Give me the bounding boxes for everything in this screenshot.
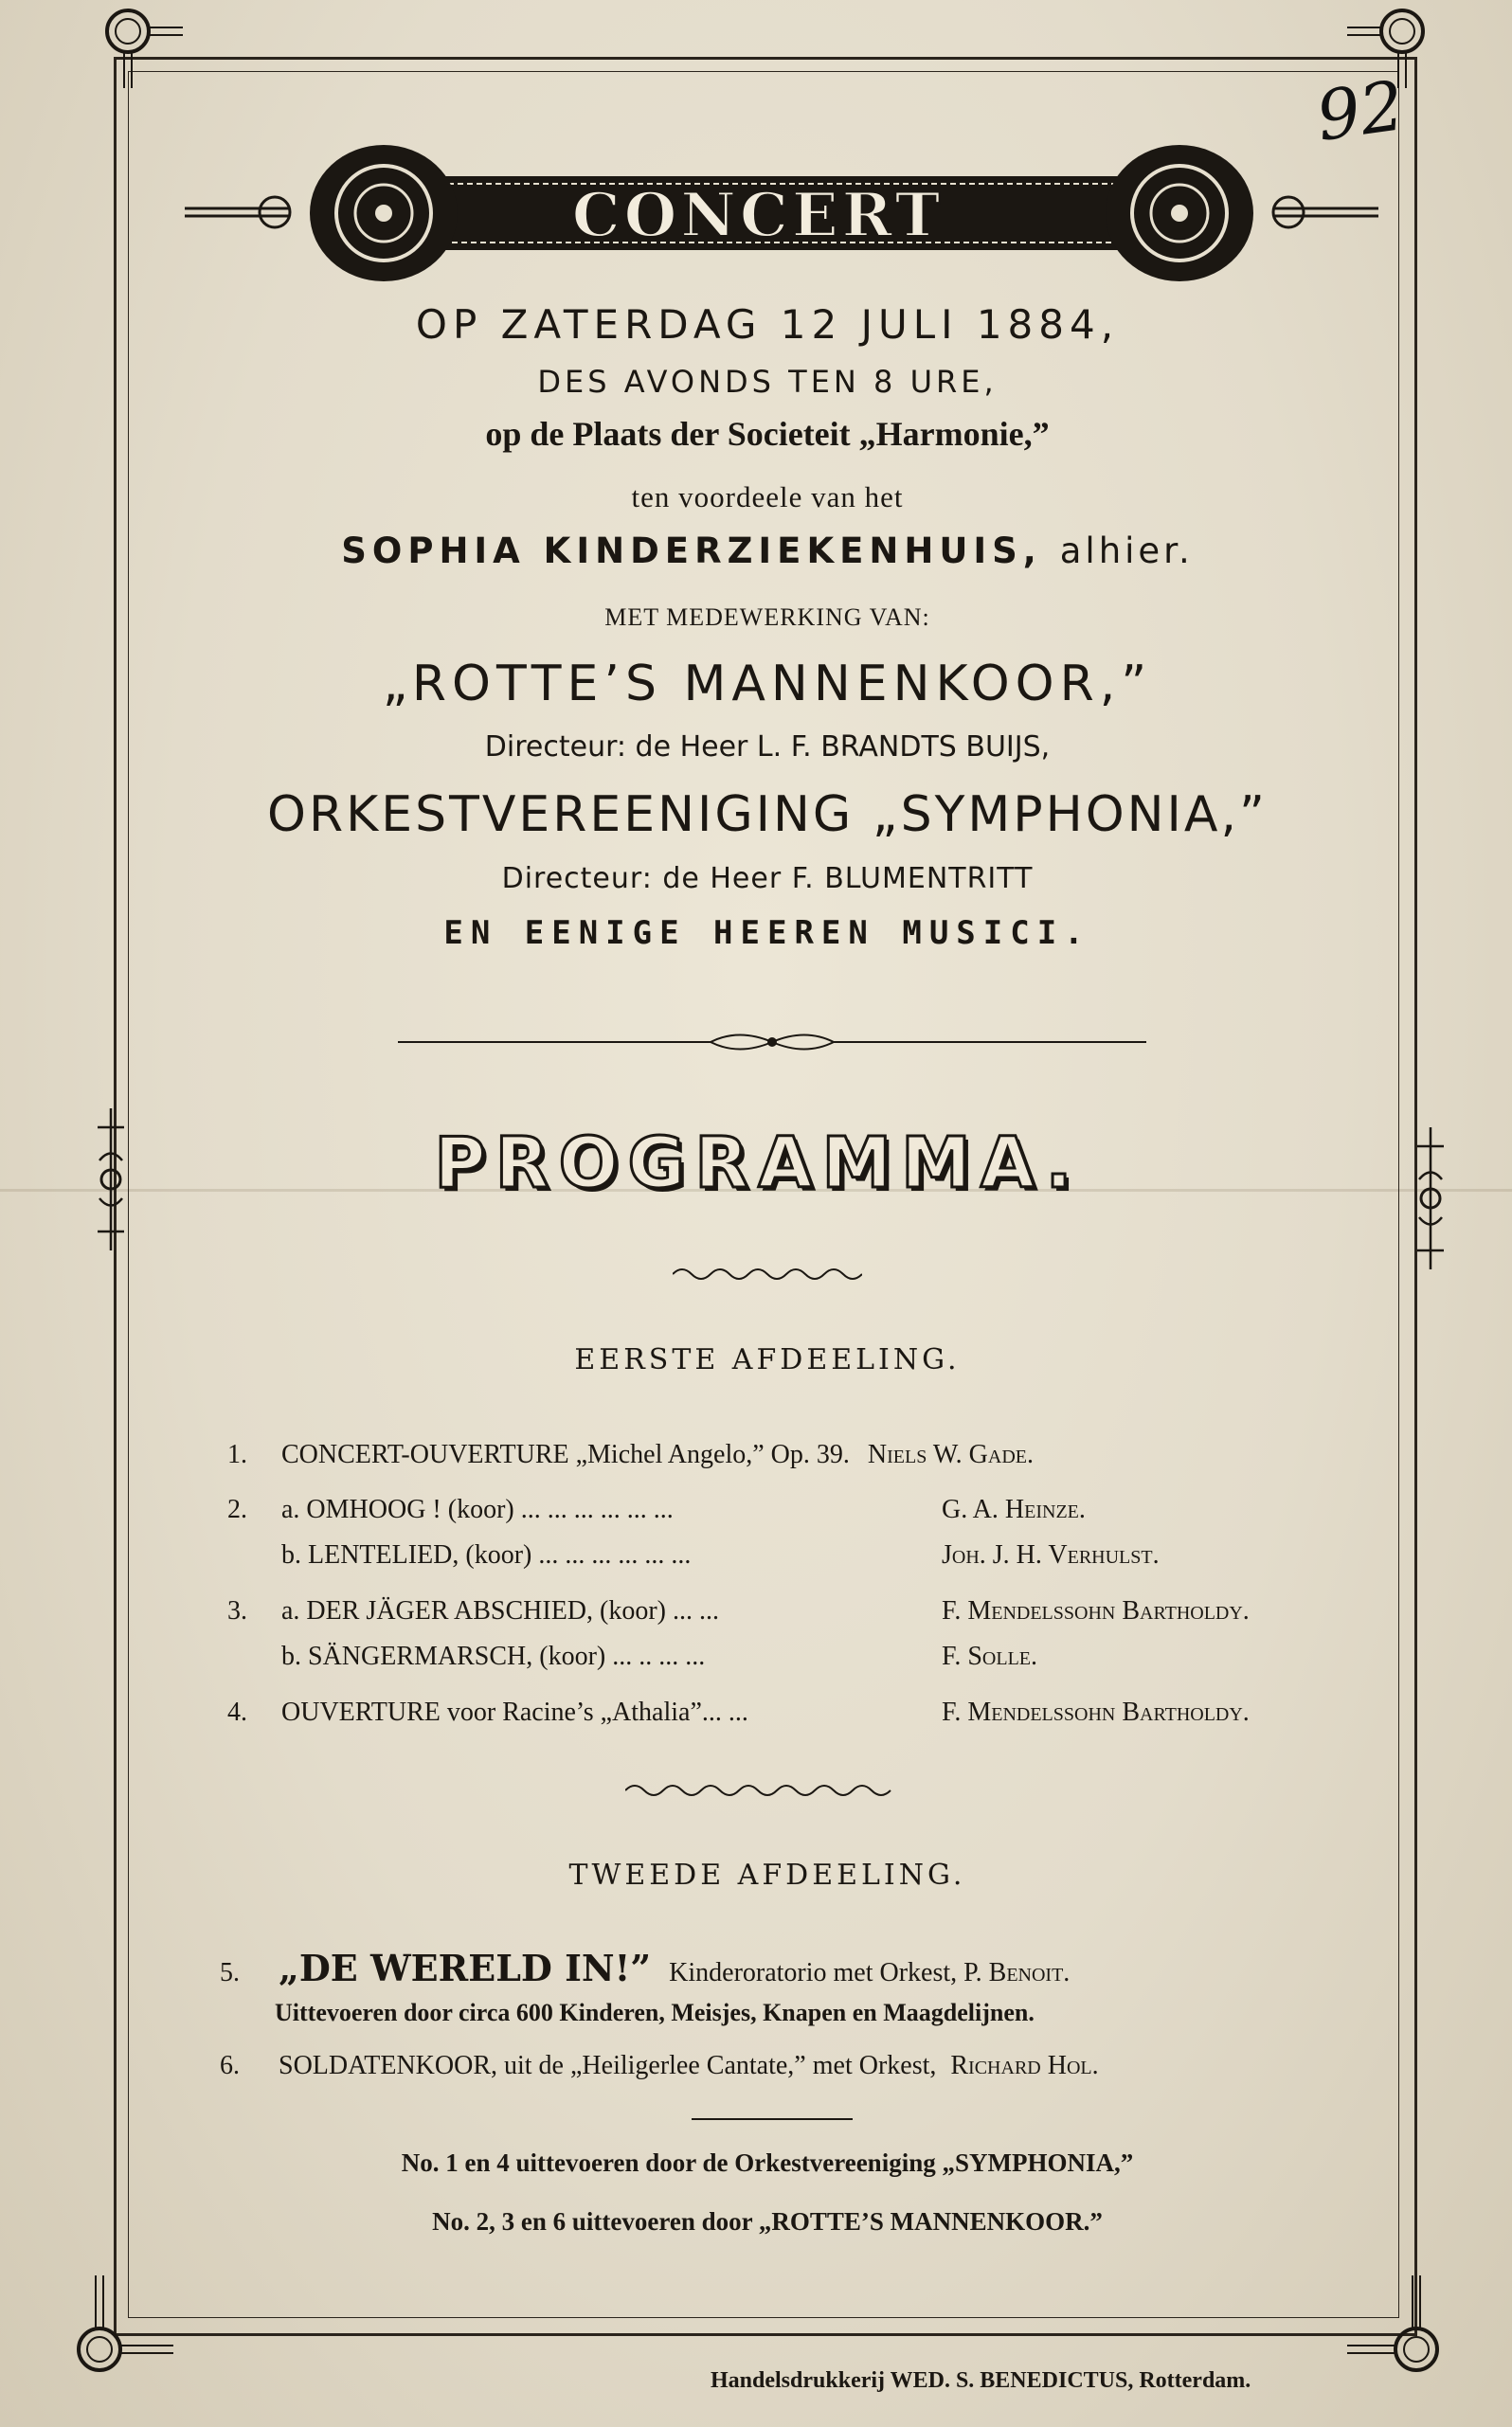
part1-title: EERSTE AFDEELING. [574, 1343, 961, 1376]
hospital-name: SOPHIA KINDERZIEKENHUIS, [341, 530, 1042, 571]
programme-item: 1. CONCERT-OUVERTURE „Michel Angelo,” Op. 39. Niels W. Gade. [227, 1440, 1035, 1469]
ornamental-divider-icon [398, 1028, 1146, 1056]
programme-title: PROGRAMMA. [434, 1123, 1082, 1204]
hospital-suffix: alhier. [1059, 530, 1194, 571]
musicians-line: EN EENIGE HEEREN MUSICI. [443, 914, 1091, 952]
hospital-line [152, 530, 1383, 571]
corner-ornament-icon [71, 2274, 175, 2378]
footnote-1: No. 1 en 4 uittevoeren door de Orkestvereeniging „SYMPHONIA,” [401, 2148, 1134, 2177]
short-rule [692, 2118, 853, 2120]
programme-item: b. LENTELIED, (koor) ... ... ... ... ... ... Joh. J. H. Verhulst. [281, 1540, 1160, 1570]
corner-ornament-icon [99, 5, 185, 90]
time-line: DES AVONDS TEN 8 URE, [537, 364, 998, 400]
archive-number: 92 [1311, 65, 1410, 156]
benefit-line: ten voordeele van het [631, 480, 904, 513]
wave-divider-icon [673, 1265, 862, 1284]
choir-name: „ROTTE’S MANNENKOOR,” [382, 656, 1153, 712]
orchestra-name: ORKESTVEREENIGING „SYMPHONIA,” [267, 786, 1268, 843]
programme-item: 6. SOLDATENKOOR, uit de „Heiligerlee Cantate,” met Orkest, Richard Hol. [220, 2051, 1099, 2080]
footnote-2: No. 2, 3 en 6 uittevoeren door „ROTTE’S MANNENKOOR.” [432, 2207, 1103, 2236]
wave-divider-icon [625, 1781, 900, 1800]
programme-item: 2. a. OMHOOG ! (koor) ... ... ... ... ... ... G. A. Heinze. [227, 1495, 1086, 1524]
programme-item: b. SÄNGERMARSCH, (koor) ... .. ... ... F. Solle. [281, 1642, 1037, 1671]
part2-title: TWEEDE AFDEELING. [568, 1859, 966, 1892]
orchestra-director: Directeur: de Heer F. BLUMENTRITT [501, 862, 1034, 895]
banner-title: CONCERT [571, 180, 945, 251]
venue-line: op de Plaats der Societeit „Harmonie,” [485, 415, 1050, 453]
programme-item: 5. „DE WERELD IN!” Kinderoratorio met Orkest, P. Benoit. [220, 1947, 1071, 1989]
side-ornament-icon [1410, 1127, 1451, 1269]
programme-item: 3. a. DER JÄGER ABSCHIED, (koor) ... ... F. Mendelssohn Bartholdy. [227, 1596, 1250, 1626]
date-line: OP ZATERDAG 12 JULI 1884, [415, 301, 1120, 348]
programme-item: 4. OUVERTURE voor Racine’s „Athalia”... ... F. Mendelssohn Bartholdy. [227, 1698, 1250, 1727]
corner-ornament-icon [1345, 2274, 1449, 2378]
choir-director: Directeur: de Heer L. F. BRANDTS BUIJS, [484, 730, 1051, 764]
printer-imprint: Handelsdrukkerij WED. S. BENEDICTUS, Rotterdam. [711, 2368, 1251, 2393]
side-ornament-icon [90, 1108, 132, 1250]
cooperation-line: MET MEDEWERKING VAN: [604, 603, 930, 631]
item5-note: Uittevoeren door circa 600 Kinderen, Meisjes, Knapen en Maagdelijnen. [275, 1999, 1035, 2026]
